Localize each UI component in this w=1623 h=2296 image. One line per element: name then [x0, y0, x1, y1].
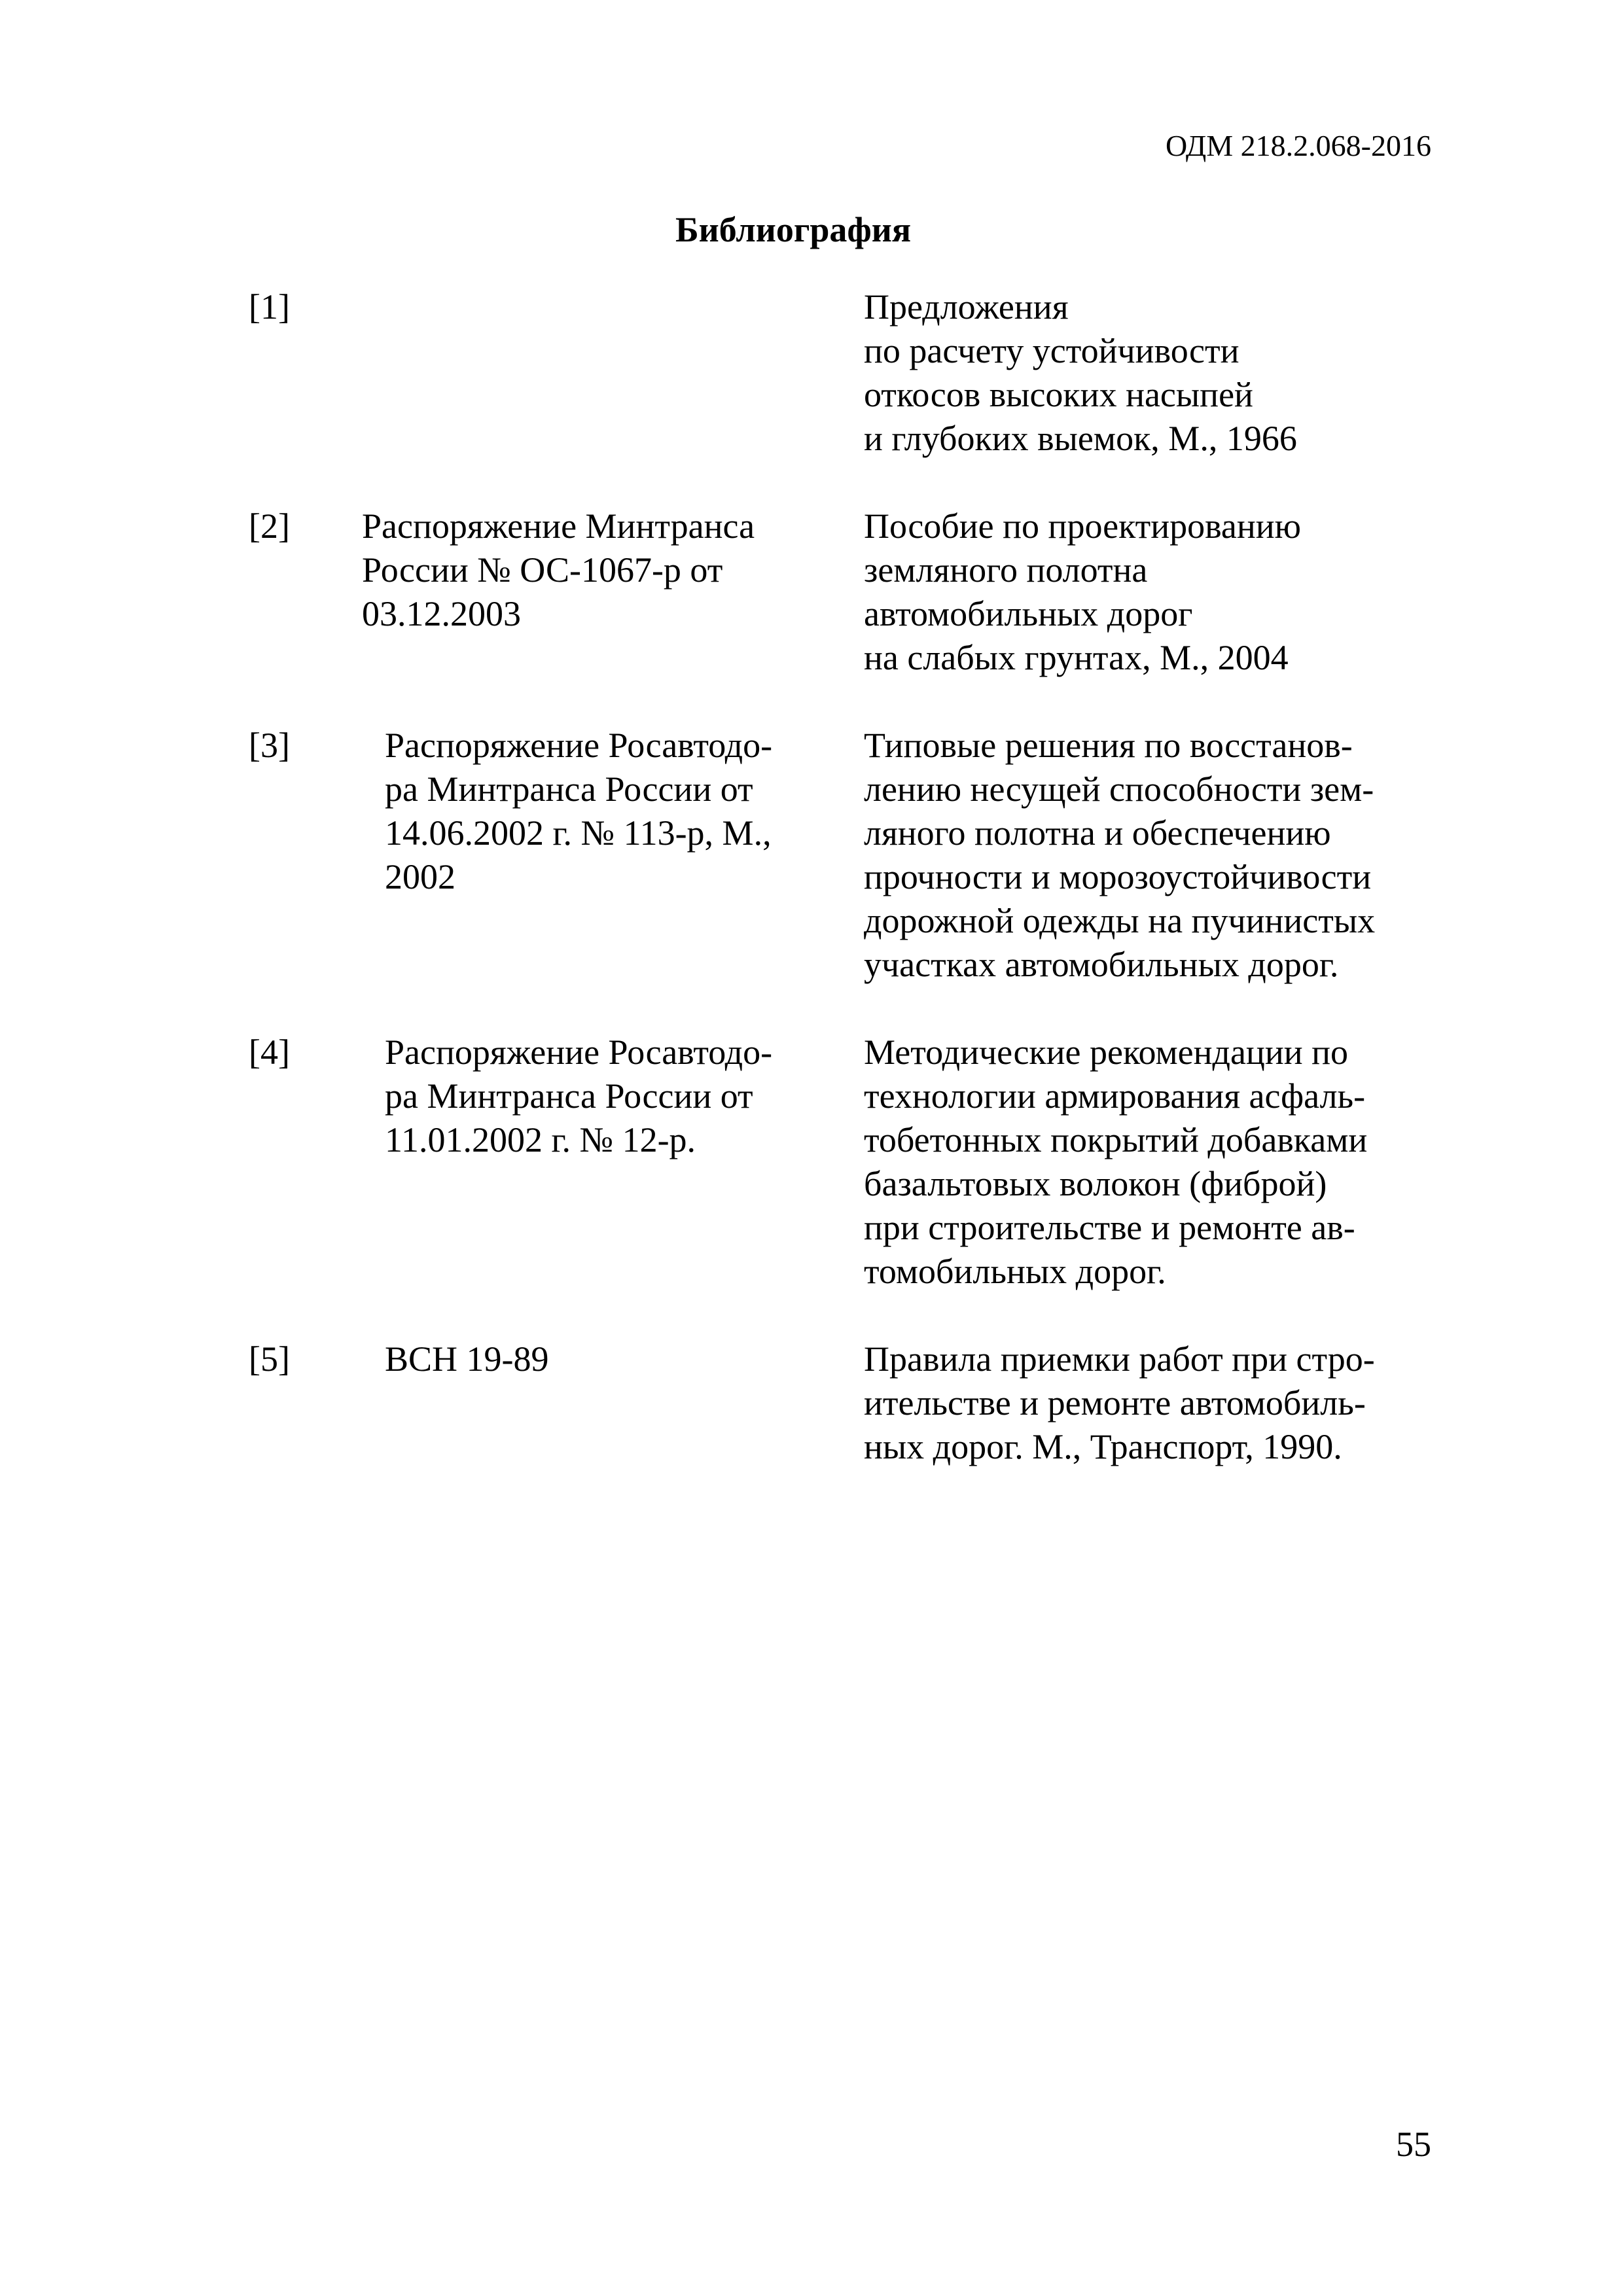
reference-title: Предложения по расчету устойчивости откосов высоких насыпей и глубоких выемок, М., 1966 [864, 287, 1297, 458]
reference-number: [5] [249, 1339, 290, 1379]
reference-title: Типовые решения по восстанов- лению несущей способности зем- ляного полотна и обеспечению прочности и морозоустойчивости дорожной одежды на пучинистых участках автомобильных дорог. [864, 726, 1376, 984]
bibliography-entry-1 [0, 285, 1623, 461]
reference-number: [2] [249, 506, 290, 546]
reference-source: Распоряжение Минтранса России № ОС-1067-р от 03.12.2003 [362, 506, 755, 633]
page-number: 55 [1396, 2125, 1431, 2164]
reference-number: [4] [249, 1033, 290, 1072]
bibliography-list [0, 285, 1623, 1513]
reference-source: Распоряжение Росавтодо- ра Минтранса России от 14.06.2002 г. № 113-р, М., 2002 [385, 726, 773, 896]
reference-number: [1] [249, 287, 290, 327]
bibliography-entry-5 [0, 1337, 1623, 1469]
reference-source: ВСН 19-89 [385, 1339, 549, 1379]
reference-title: Методические рекомендации по технологии армирования асфаль- тобетонных покрытий добавками базальтовых волокон (фиброй) при строительстве и ремонте ав- томобильных дорог. [864, 1033, 1368, 1291]
reference-title: Правила приемки работ при стро- ительстве и ремонте автомобиль- ных дорог. М., Транспорт, 1990. [864, 1339, 1375, 1466]
reference-source: Распоряжение Росавтодо- ра Минтранса России от 11.01.2002 г. № 12-р. [385, 1033, 773, 1159]
reference-title: Пособие по проектированию земляного полотна автомобильных дорог на слабых грунтах, М., 2004 [864, 506, 1301, 677]
document-code: ОДМ 218.2.068-2016 [1165, 129, 1431, 162]
bibliography-entry-2 [0, 504, 1623, 680]
reference-number: [3] [249, 726, 290, 765]
bibliography-entry-4 [0, 1031, 1623, 1294]
bibliography-entry-3 [0, 724, 1623, 987]
page-title: Библиография [675, 210, 912, 249]
